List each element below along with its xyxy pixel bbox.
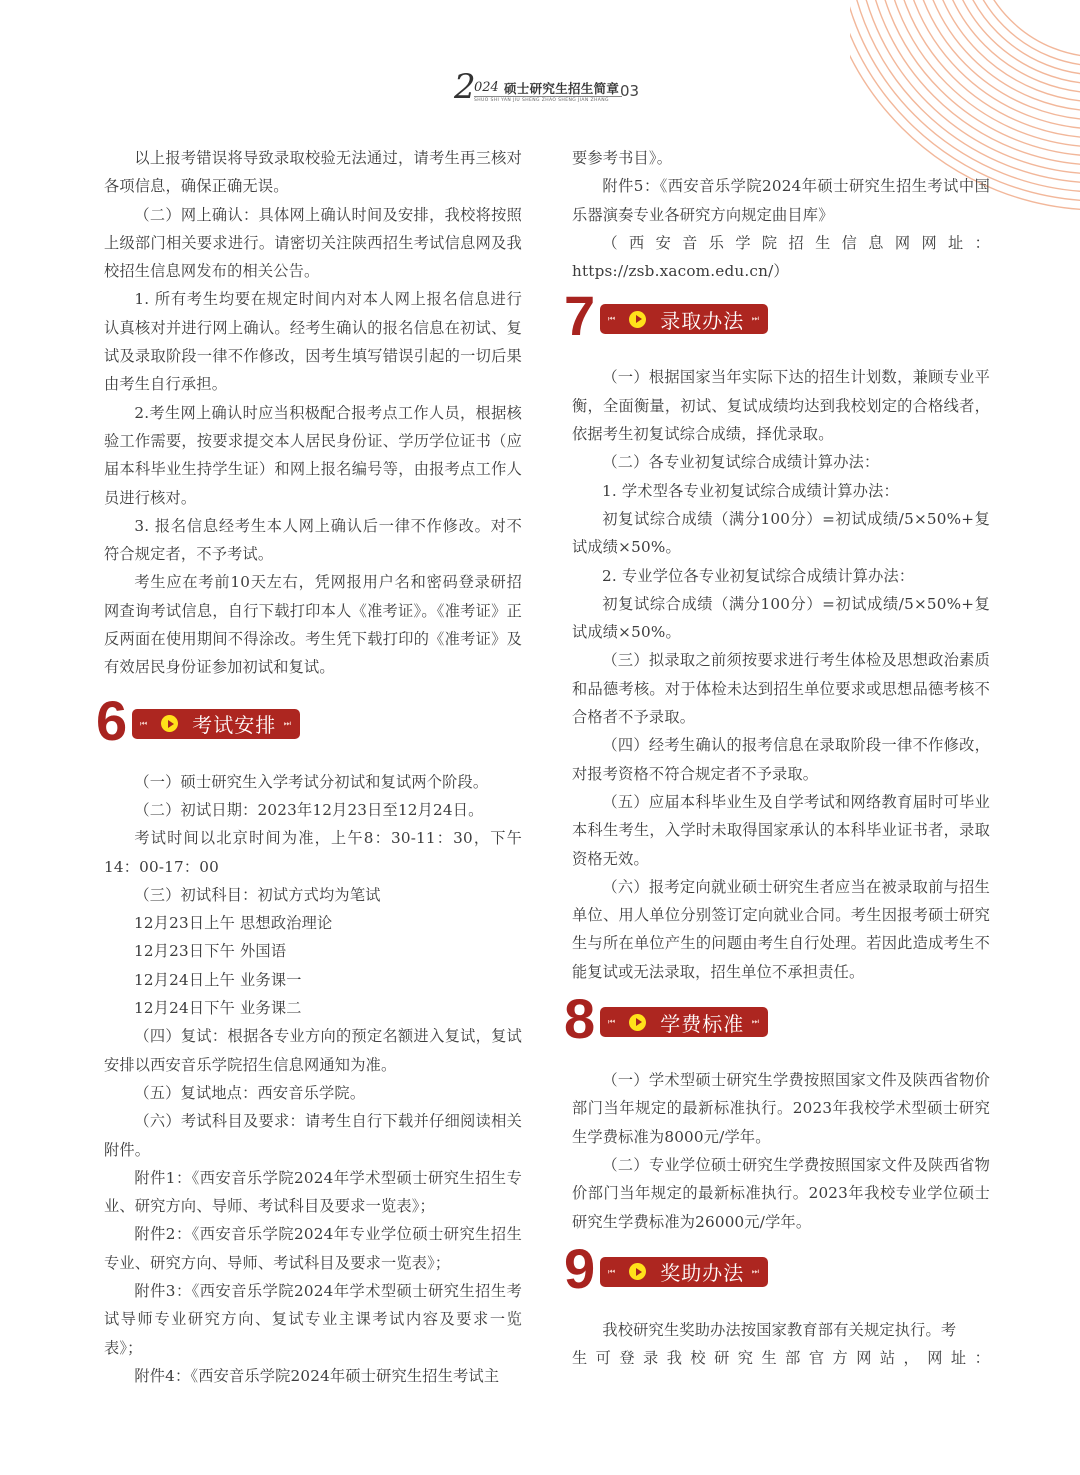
section-title: 奖助办法 bbox=[660, 1261, 745, 1286]
section-heading-9 bbox=[564, 1236, 990, 1302]
schedule-row bbox=[104, 909, 522, 937]
paragraph: （一）根据国家当年实际下达的招生计划数，兼顾专业平衡，全面衡量，初试、复试成绩均达到我校划定的合格线者，依据考生初复试综合成绩，择优录取。 bbox=[572, 368, 990, 444]
paragraph: （五）复试地点：西安音乐学院。 bbox=[134, 1083, 366, 1102]
right-column bbox=[564, 144, 990, 1372]
section-title-bar bbox=[600, 1007, 768, 1037]
skip-back-icon: ⏮ bbox=[608, 1017, 616, 1027]
website-label: （西安音乐学院招生信息网网址： bbox=[602, 233, 990, 252]
schedule-subject: 思想政治理论 bbox=[240, 914, 333, 933]
paragraph: （三）拟录取之前须按要求进行考生体检及思想政治素质和品德考核。对于体检未达到招生单位要求或思想品德考核不合格者不予录取。 bbox=[572, 651, 990, 727]
attachment-4: 附件4：《西安音乐学院2024年硕士研究生招生考试主 bbox=[134, 1366, 500, 1385]
paragraph: 考试时间以北京时间为准，上午8：30-11：30，下午14：00-17：00 bbox=[104, 829, 522, 876]
section-number: 9 bbox=[564, 1236, 594, 1300]
skip-back-icon: ⏮ bbox=[140, 718, 148, 728]
section-number: 6 bbox=[96, 688, 126, 752]
paragraph: （六）报考定向就业硕士研究生者应当在被录取前与招生单位、用人单位分别签订定向就业合同。考生因报考硕士研究生与所在单位产生的问题由考生自行处理。若因此造成考生不能复试或无法录取，招生单位不承担责任。 bbox=[572, 877, 990, 981]
formula: 初复试综合成绩（满分100分）=初试成绩/5×50%+复试成绩×50%。 bbox=[572, 509, 990, 557]
paragraph: （一）硕士研究生入学考试分初试和复试两个阶段。 bbox=[134, 772, 489, 791]
schedule-subject: 业务课二 bbox=[240, 999, 302, 1018]
paragraph: （二）初试日期：2023年12月23日至12月24日。 bbox=[134, 800, 484, 819]
section-title: 录取办法 bbox=[660, 308, 745, 333]
section-heading-8 bbox=[564, 987, 990, 1052]
page-number: 03 bbox=[620, 82, 640, 100]
paragraph: 1. 所有考生均要在规定时间内对本人网上报名信息进行认真核对并进行网上确认。经考生确认的报名信息在初试、复试及录取阶段一律不作修改，因考生填写错误引起的一切后果由考生自行承担。 bbox=[104, 290, 522, 394]
skip-forward-icon: ⏭ bbox=[751, 314, 759, 324]
header-pinyin: SHUO SHI YAN JIU SHENG ZHAO SHENG JIAN ZHANG bbox=[474, 96, 622, 103]
schedule-time: 12月23日下午 bbox=[134, 942, 236, 961]
attachment-1: 附件1：《西安音乐学院2024年学术型硕士研究生招生专业、研究方向、导师、考试科目及要求一览表》； bbox=[104, 1168, 522, 1216]
paragraph: 1. 学术型各专业初复试综合成绩计算办法： bbox=[602, 481, 899, 500]
paragraph: （二）专业学位硕士研究生学费按照国家文件及陕西省物价部门当年规定的最新标准执行。2023年我校专业学位硕士研究生学费标准为26000元/学年。 bbox=[572, 1155, 990, 1231]
website-url[interactable]: https://zsb.xacom.edu.cn/） bbox=[572, 262, 789, 281]
attachment-2: 附件2：《西安音乐学院2024年专业学位硕士研究生招生专业、研究方向、导师、考试科目及要求一览表》； bbox=[104, 1225, 522, 1272]
paragraph: 考生应在考前10天左右，凭网报用户名和密码登录研招网查询考试信息，自行下载打印本人《准考证》。《准考证》正反两面在使用期间不得涂改。考生凭下载打印的《准考证》及有效居民身份证参加初试和复试。 bbox=[104, 573, 522, 677]
header-title: 硕士研究生招生简章 bbox=[504, 81, 620, 96]
left-column bbox=[96, 144, 522, 1390]
section-heading-7 bbox=[564, 284, 990, 349]
paragraph: （二）网上确认：具体网上确认时间及安排，我校将按照上级部门相关要求进行。请密切关注陕西招生考试信息网及我校招生信息网发布的相关公告。 bbox=[104, 205, 522, 281]
paragraph: （一）学术型硕士研究生学费按照国家文件及陕西省物价部门当年规定的最新标准执行。2023年我校学术型硕士研究生学费标准为8000元/学年。 bbox=[572, 1071, 990, 1146]
paragraph: 以上报考错误将导致录取校验无法通过，请考生再三核对各项信息，确保正确无误。 bbox=[104, 149, 522, 196]
play-icon bbox=[629, 1014, 646, 1031]
schedule-subject: 业务课一 bbox=[240, 970, 302, 989]
paragraph: 3. 报名信息经考生本人网上确认后一律不作修改。对不符合规定者，不予考试。 bbox=[104, 516, 522, 564]
paragraph: 我校研究生奖助办法按国家教育部有关规定执行。考 bbox=[602, 1320, 957, 1339]
play-icon bbox=[629, 1263, 646, 1280]
section-title-bar bbox=[600, 1257, 768, 1287]
paragraph: 生可登录我校研究生部官方网站，网址： bbox=[572, 1349, 990, 1368]
play-icon bbox=[161, 715, 178, 732]
paragraph: 2.考生网上确认时应当积极配合报考点工作人员，根据核验工作需要，按要求提交本人居民身份证、学历学位证书（应届本科毕业生持学生证）和网上报名编号等，由报考点工作人员进行核对。 bbox=[104, 403, 522, 507]
header-year: 024 bbox=[474, 80, 499, 95]
skip-back-icon: ⏮ bbox=[608, 1266, 616, 1276]
paragraph: （四）经考生确认的报考信息在录取阶段一律不作修改，对报考资格不符合规定者不予录取。 bbox=[572, 736, 990, 783]
schedule-row bbox=[104, 994, 522, 1022]
schedule-subject: 外国语 bbox=[240, 942, 287, 961]
section-title-bar bbox=[600, 304, 768, 334]
formula: 初复试综合成绩（满分100分）=初试成绩/5×50%+复试成绩×50%。 bbox=[572, 594, 990, 642]
schedule-time: 12月24日下午 bbox=[134, 999, 236, 1018]
skip-forward-icon: ⏭ bbox=[751, 1017, 759, 1027]
section-title-bar bbox=[132, 709, 300, 739]
paragraph: （二）各专业初复试综合成绩计算办法： bbox=[602, 453, 880, 472]
paragraph: 2. 专业学位各专业初复试综合成绩计算办法： bbox=[602, 566, 915, 585]
section-heading-6 bbox=[96, 688, 522, 754]
attachment-5: 附件5：《西安音乐学院2024年硕士研究生招生考试中国乐器演奏专业各研究方向规定曲目库》 bbox=[572, 177, 990, 224]
section-title: 考试安排 bbox=[192, 713, 277, 738]
page-header bbox=[454, 67, 654, 110]
section-number: 7 bbox=[564, 284, 594, 348]
paragraph: （五）应届本科毕业生及自学考试和网络教育届时可毕业本科生考生，入学时未取得国家承认的本科毕业证书者，录取资格无效。 bbox=[572, 792, 990, 868]
skip-forward-icon: ⏭ bbox=[751, 1266, 759, 1276]
schedule-row bbox=[104, 966, 522, 994]
paragraph: （三）初试科目：初试方式均为笔试 bbox=[134, 885, 381, 904]
paragraph: （六）考试科目及要求：请考生自行下载并仔细阅读相关附件。 bbox=[104, 1112, 522, 1159]
paragraph: （四）复试：根据各专业方向的预定名额进入复试，复试安排以西安音乐学院招生信息网通知为准。 bbox=[104, 1027, 522, 1074]
paragraph: 要参考书目》。 bbox=[572, 149, 673, 167]
section-title: 学费标准 bbox=[660, 1011, 745, 1036]
attachment-3: 附件3：《西安音乐学院2024年学术型硕士研究生招生考试导师专业研究方向、复试专业主课考试内容及要求一览表》； bbox=[104, 1281, 522, 1357]
play-icon bbox=[629, 311, 646, 328]
skip-back-icon: ⏮ bbox=[608, 314, 616, 324]
section-number: 8 bbox=[564, 987, 594, 1051]
schedule-time: 12月23日上午 bbox=[134, 914, 236, 933]
schedule-row bbox=[104, 937, 522, 965]
header-year-glyph: 2 bbox=[454, 67, 476, 107]
skip-forward-icon: ⏭ bbox=[283, 718, 291, 728]
schedule-time: 12月24日上午 bbox=[134, 970, 236, 989]
